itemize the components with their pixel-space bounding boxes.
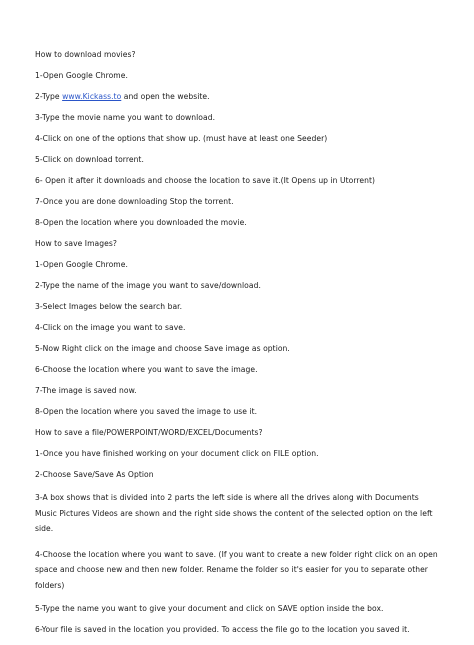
section-heading-save-images: How to save Images? — [35, 239, 117, 248]
movie-step-3: 3-Type the movie name you want to download. — [35, 113, 216, 122]
document-body — [35, 49, 440, 645]
movie-step-2-prefix: 2-Type — [35, 92, 63, 101]
movie-step-8: 8-Open the location where you downloaded the movie. — [35, 218, 247, 227]
section-heading-save-file: How to save a file/POWERPOINT/WORD/EXCEL/Documents? — [35, 428, 263, 437]
image-step-7: 7-The image is saved now. — [35, 386, 137, 395]
file-step-2: 2-Choose Save/Save As Option — [35, 470, 154, 479]
file-step-5: 5-Type the name you want to give your document and click on SAVE option inside the box. — [35, 604, 384, 613]
file-step-6: 6-Your file is saved in the location you provided. To access the file go to the location you saved it. — [35, 625, 410, 634]
image-step-2: 2-Type the name of the image you want to save/download. — [35, 281, 261, 290]
image-step-3: 3-Select Images below the search bar. — [35, 302, 183, 311]
file-step-4: 4-Choose the location where you want to save. (If you want to create a new folder right click on an open space and choose new and then new folder. Rename the folder so it's easier for you to separate other folders) — [35, 549, 438, 590]
file-step-1: 1-Once you have finished working on your document click on FILE option. — [35, 449, 319, 458]
file-step-3: 3-A box shows that is divided into 2 parts the left side is where all the drives along with Documents Music Pictures Videos are shown and the right side shows the content of the selected option on the left side. — [35, 493, 433, 533]
movie-step-2-suffix: and open the website. — [121, 92, 210, 101]
image-step-4: 4-Click on the image you want to save. — [35, 323, 186, 332]
image-step-6: 6-Choose the location where you want to save the image. — [35, 365, 258, 374]
movie-step-1: 1-Open Google Chrome. — [35, 71, 128, 80]
movie-step-6: 6- Open it after it downloads and choose the location to save it.(It Opens up in Utorrent) — [35, 176, 375, 185]
movie-step-2 — [35, 91, 440, 102]
image-step-1: 1-Open Google Chrome. — [35, 260, 128, 269]
kickass-link[interactable]: www.Kickass.to — [62, 92, 122, 101]
section-heading-download-movies: How to download movies? — [35, 50, 136, 59]
image-step-8: 8-Open the location where you saved the image to use it. — [35, 407, 258, 416]
movie-step-5: 5-Click on download torrent. — [35, 155, 144, 164]
image-step-5: 5-Now Right click on the image and choose Save image as option. — [35, 344, 290, 353]
movie-step-7: 7-Once you are done downloading Stop the torrent. — [35, 197, 234, 206]
movie-step-4: 4-Click on one of the options that show up. (must have at least one Seeder) — [35, 134, 328, 143]
